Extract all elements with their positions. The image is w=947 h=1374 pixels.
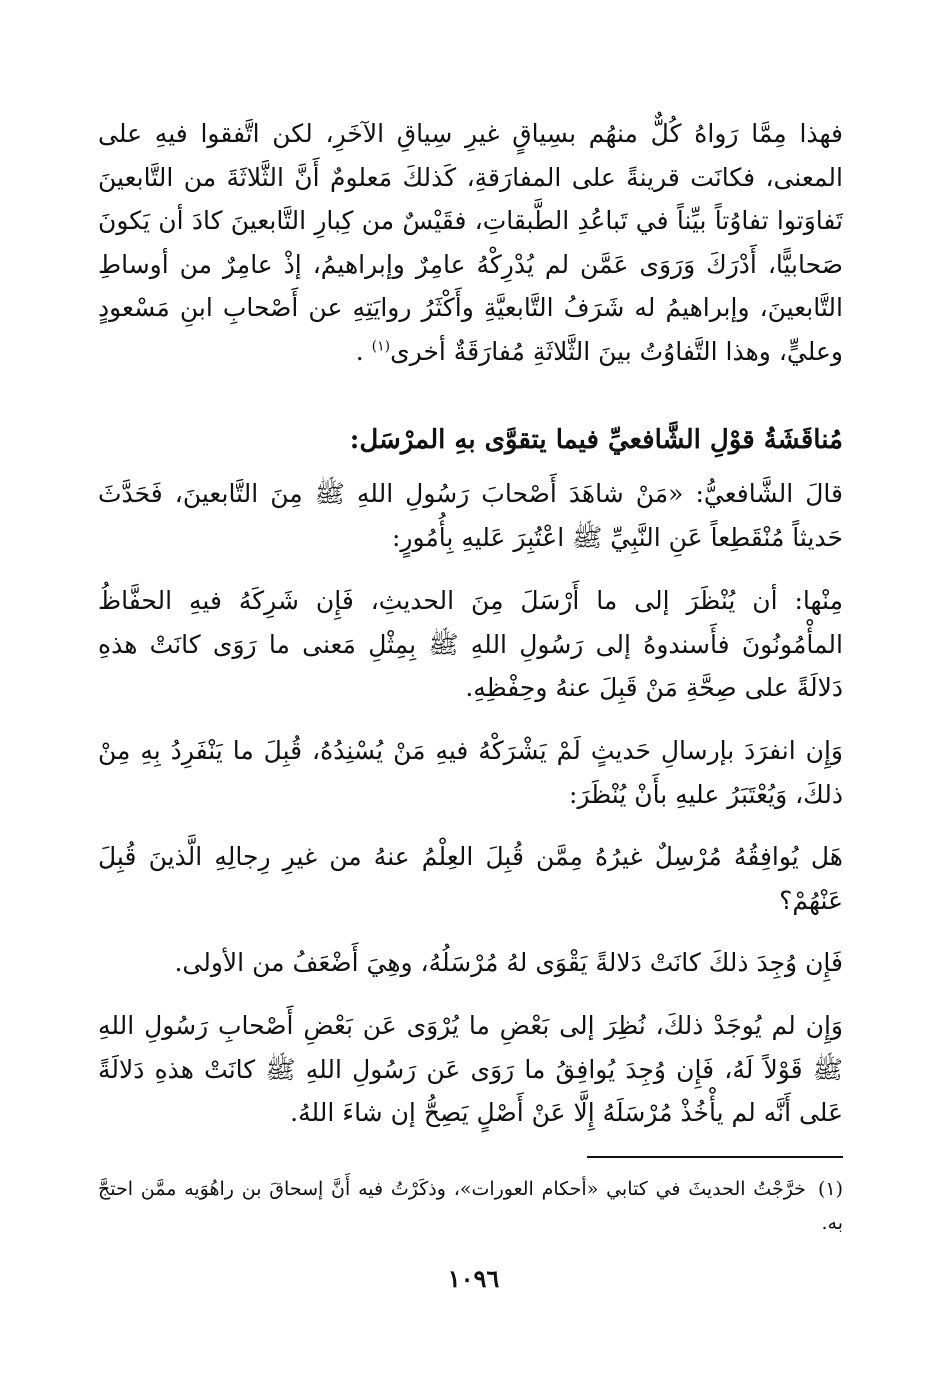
footnote-text: خرَّجْتُ الحديثَ في كتابي «أحكام العورات»، وذكَرْتُ فيه أَنَّ إسحاقَ بن راهُوَيه ممَّن احتجَّ به. (98, 1178, 843, 1234)
paragraph-2: قالَ الشَّافعيُّ: «مَنْ شاهَدَ أَصْحابَ رَسُولِ اللهِ ﷺ مِنَ التَّابعينَ، فَحَدَّثَ حَديثاً مُنْقَطِعاً عَنِ النَّبِيِّ ﷺ اعْتُبِرَ عَليهِ بِأُمُورٍ: (98, 479, 843, 552)
paragraph-3: مِنْها: أن يُنْظَرَ إلى ما أَرْسَلَ مِنَ الحديثِ، فَإِن شَرِكَهُ فيهِ الحفَّاظُ المأْمُونُونَ فأَسندوهُ إلى رَسُولِ اللهِ ﷺ بِمِثْلِ مَعنى ما رَوَى كانَتْ هذهِ دَلالَةً على صِحَّةِ مَنْ قَبِلَ عنهُ وحِفْظِهِ. (98, 586, 843, 702)
paragraph-6: فَإِن وُجِدَ ذلكَ كانَتْ دَلالةً يَقْوَى لهُ مُرْسَلُهُ، وهِيَ أَضْعَفُ من الأولى. (174, 948, 843, 977)
section-heading: مُناقَشَةُ قوْلِ الشَّافعيِّ فيما يتقوَّى بهِ المرْسَل: (349, 425, 843, 455)
paragraph-4: وَإِن انفرَدَ بإرسالِ حَديثٍ لَمْ يَشْرَكْهُ فيهِ مَنْ يُسْنِدُهُ، قُبِلَ ما يَنْفَرِدُ بِهِ مِنْ ذلكَ، وَيُعْتَبَرُ عليهِ بأَنْ يُنْظَرَ: (98, 736, 843, 809)
paragraph-1 (98, 112, 843, 373)
page-number: ١٠٩٦ (447, 1264, 500, 1293)
footnote (98, 1172, 843, 1240)
paragraph-7: وَإِن لم يُوجَدْ ذلكَ، نُظِرَ إلى بَعْضِ ما يُرْوَى عَن بَعْضِ أَصْحابِ رَسُولِ اللهِ ﷺ قَوْلاً لَهُ، فَإِن وُجِدَ يُوافِقُ ما رَوَى عَن رَسُولِ اللهِ ﷺ كانَتْ هذهِ دَلالَةً عَلى أَنَّه لم يأْخُذْ مُرْسَلَهُ إِلَّا عَنْ أَصْلٍ يَصِحُّ إن شاءَ اللهُ. (98, 1011, 843, 1127)
footnote-reference[interactable]: (١) (371, 338, 391, 355)
paragraph-1-text: فهذا مِمَّا رَواهُ كُلٌّ منهُم بسِياقٍ غيرِ سِياقِ الآخَرِ، لكن اتَّفقوا فيهِ على المعنى، فكانَت قرينةً على المفارَقةِ، كَذلكَ مَعلومٌ أَنَّ الثَّلاثَةَ من التَّابعينَ تَفاوَتوا تفاوُتاً بيِّناً في تَباعُدِ الطَّبقاتِ، فقَيْسٌ من كِبارِ التَّابعينَ كادَ أن يَكونَ صَحابيًّا، أَدْرَكَ وَرَوَى عَمَّن لم يُدْرِكْهُ عامِرٌ وإبراهيمُ، إذْ عامِرٌ من أوساطِ التَّابعينَ، وإبراهيمُ له شَرَفُ التَّابعيَّةِ وأَكْثَرُ روايَتِهِ عن أَصْحابِ ابنِ مَسْعودٍ وعليٍّ، وهذا التَّفاوُتُ بينَ الثَّلاثَةِ مُفارَقَةٌ أخرى (98, 119, 843, 366)
paragraph-5: هَل يُوافِقُهُ مُرْسِلٌ غيرُهُ مِمَّن قُبِلَ العِلْمُ عنهُ من غيرِ رِجالِهِ الَّذينَ قُبِلَ عَنْهُمْ؟ (98, 842, 843, 915)
footnote-number: (١) (817, 1178, 843, 1200)
footnote-divider (587, 1156, 843, 1158)
paragraph-1-end: . (355, 336, 372, 366)
